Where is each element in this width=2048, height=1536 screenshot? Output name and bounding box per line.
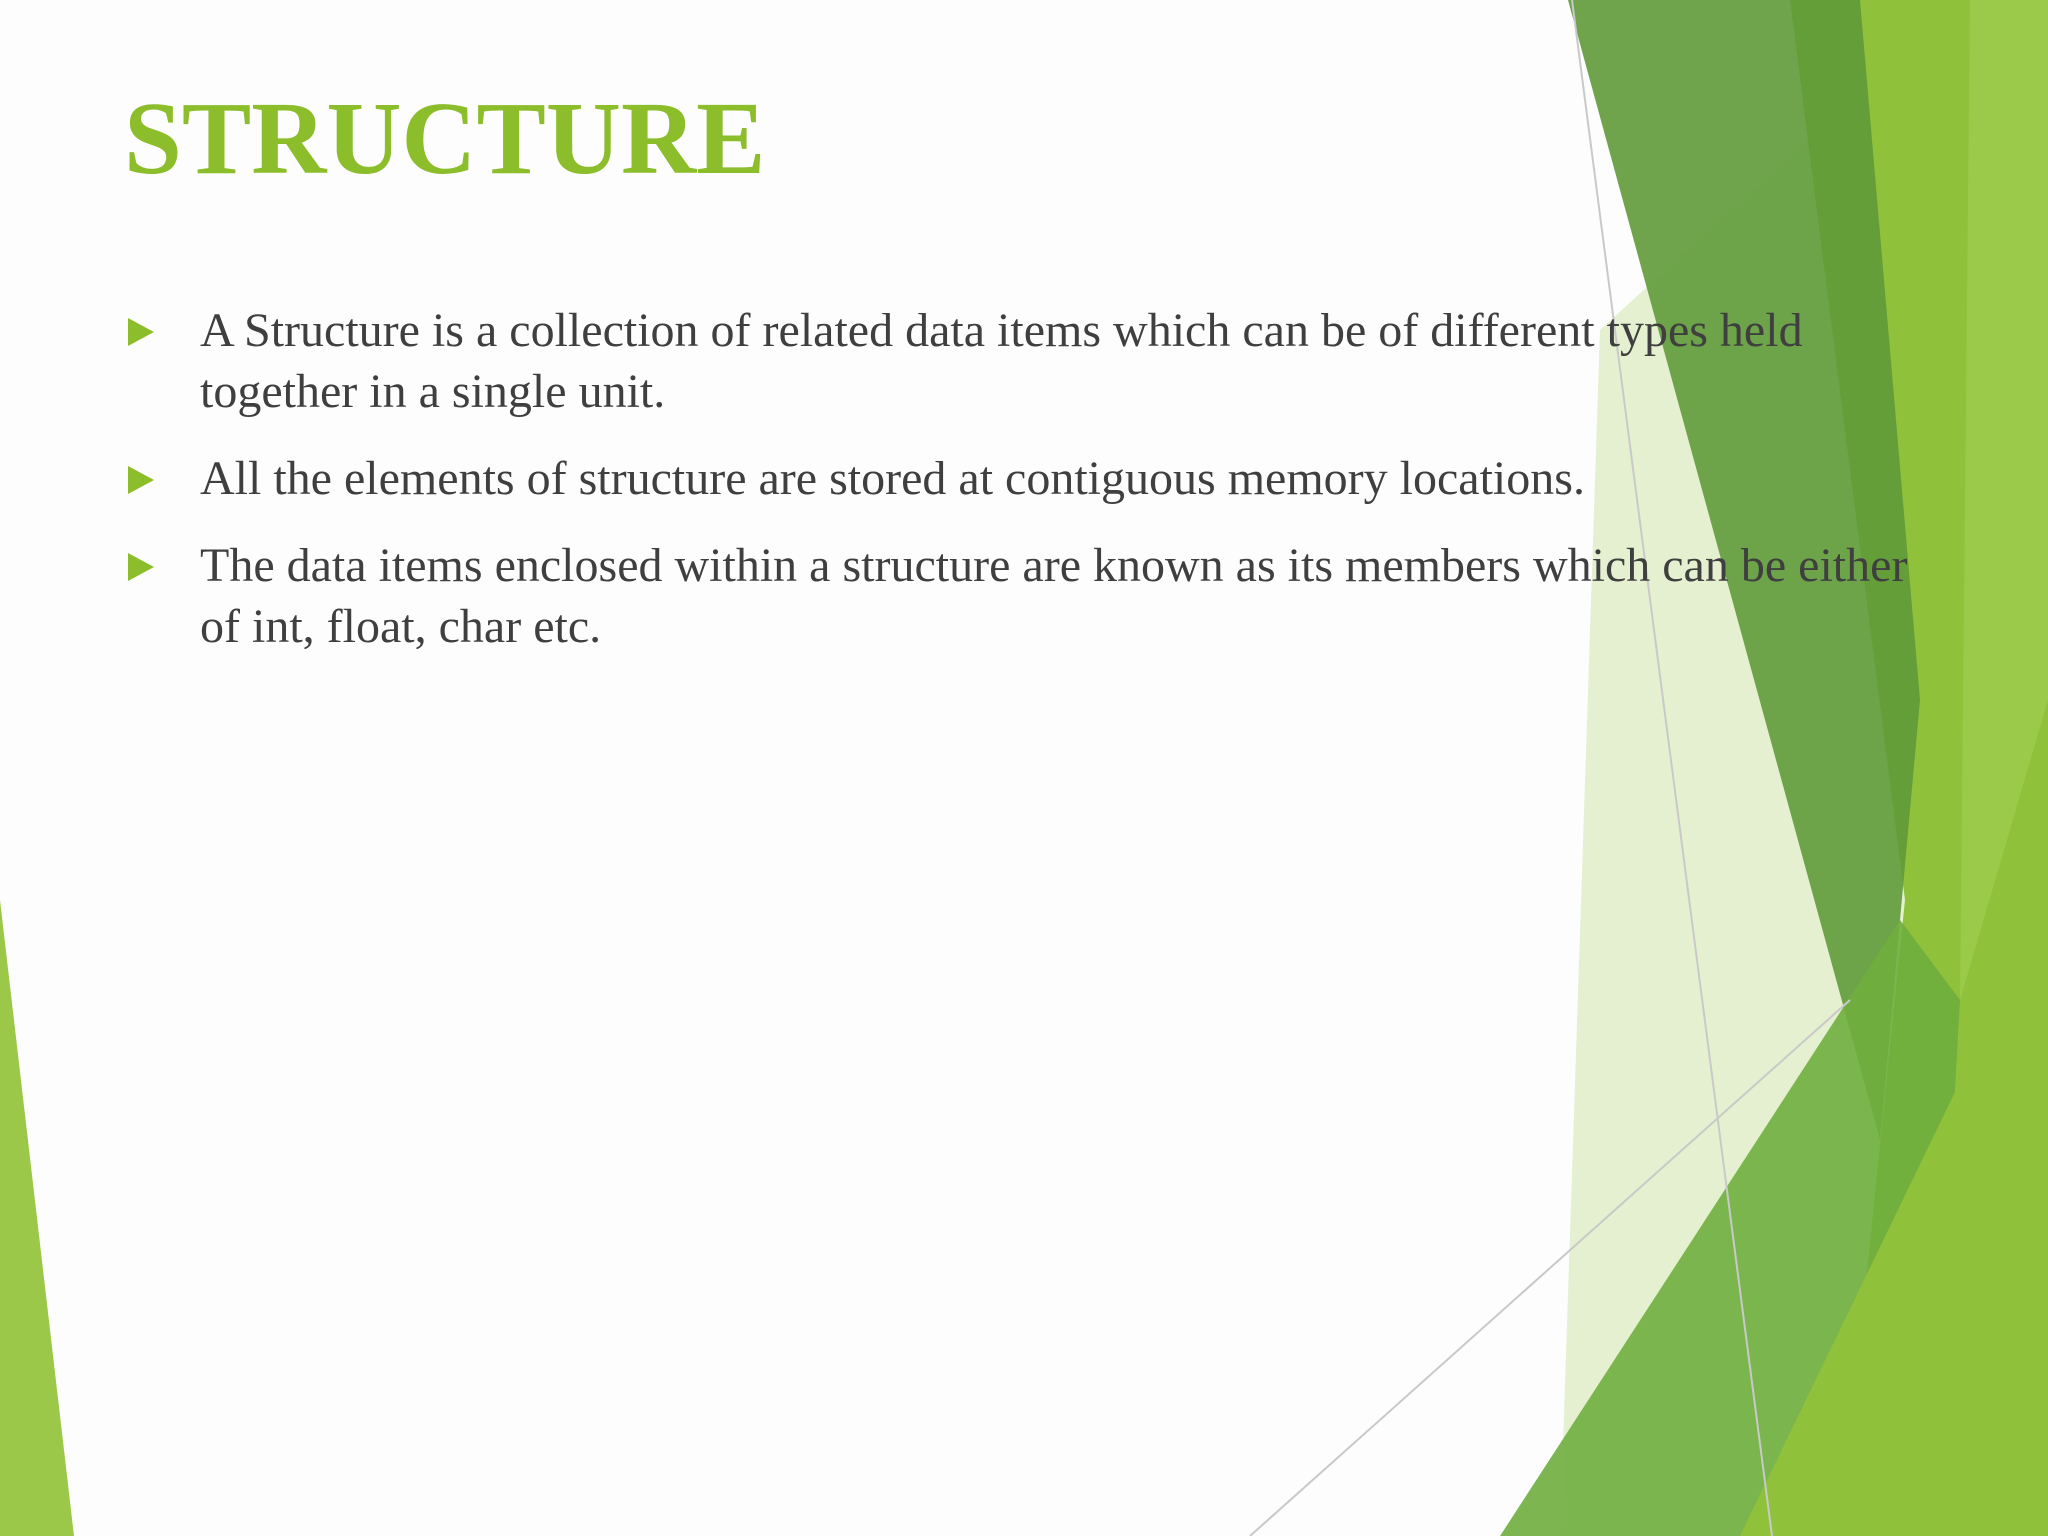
bullet-list	[124, 300, 1924, 683]
triangle-right-icon	[128, 466, 154, 494]
deco-left-sliver	[0, 900, 74, 1536]
triangle-right-icon	[128, 553, 154, 581]
bullet-item	[124, 535, 1924, 657]
triangle-right-icon	[128, 318, 154, 346]
bullet-item	[124, 448, 1924, 509]
bullet-text: A Structure is a collection of related data items which can be of different types held together in a single unit.	[200, 304, 1803, 418]
bullet-item	[124, 300, 1924, 422]
slide-title: STRUCTURE	[124, 81, 766, 196]
bullet-text: All the elements of structure are stored at contiguous memory locations.	[200, 452, 1585, 505]
bullet-text: The data items enclosed within a structure are known as its members which can be either of int, float, char etc.	[200, 539, 1908, 653]
